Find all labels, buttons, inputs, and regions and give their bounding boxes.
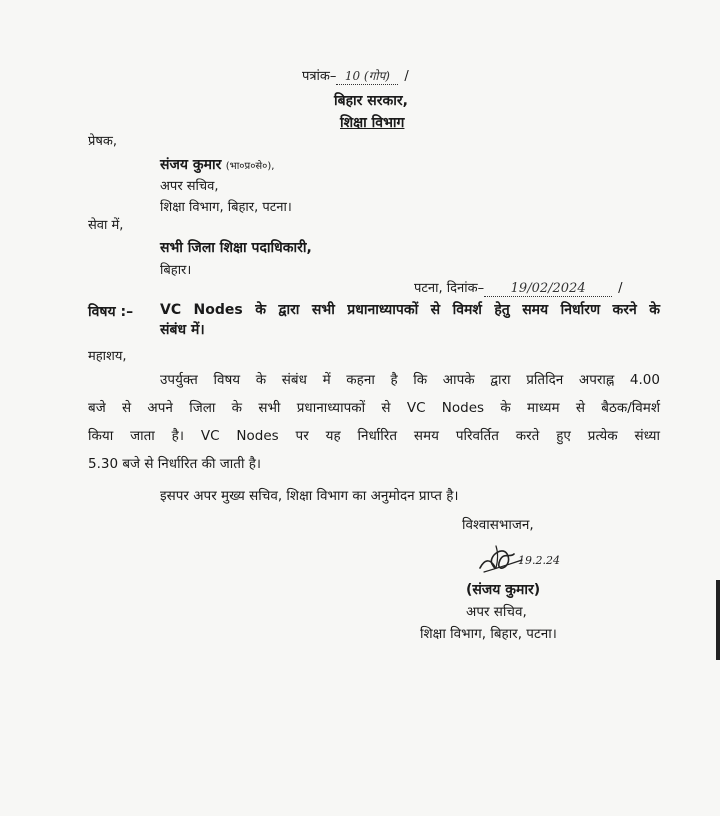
- recipient-place: बिहार।: [160, 263, 192, 278]
- date-label: पटना, दिनांक–: [414, 281, 485, 296]
- signature: [470, 538, 580, 586]
- reference-suffix: /: [404, 69, 409, 84]
- sender-designation: अपर सचिव,: [160, 179, 219, 194]
- reference-label: पत्रांक–: [302, 69, 337, 84]
- signatory-office: शिक्षा विभाग, बिहार, पटना।: [420, 626, 557, 642]
- signatory-name: (संजय कुमार): [466, 582, 541, 598]
- reference-line: [302, 66, 409, 85]
- paragraph-2: इसपर अपर मुख्य सचिव, शिक्षा विभाग का अनुमोदन प्राप्त है।: [160, 488, 459, 504]
- sender-service: (भा०प्र०से०),: [225, 161, 275, 172]
- paragraph-1-line-4: 5.30 बजे से निर्धारित की जाती है।: [88, 456, 262, 472]
- date-value: 19/02/2024: [484, 281, 612, 297]
- sender-name: संजय कुमार: [160, 157, 222, 173]
- government-title: बिहार सरकार,: [334, 93, 408, 109]
- reference-number: 10 (गोप): [336, 67, 398, 85]
- recipient-label: सेवा में,: [88, 218, 124, 233]
- subject-label: विषय :–: [88, 304, 134, 320]
- date-suffix: /: [618, 281, 623, 296]
- signatory-designation: अपर सचिव,: [466, 604, 527, 620]
- subject-line-2: संबंध में।: [160, 322, 205, 338]
- recipient-name: सभी जिला शिक्षा पदाधिकारी,: [160, 240, 312, 256]
- subject-line-1: VC Nodes के द्वारा सभी प्रधानाध्यापकों से विमर्श हेतु समय निर्धारण करने के: [160, 302, 660, 318]
- sender-office: शिक्षा विभाग, बिहार, पटना।: [160, 200, 292, 215]
- paragraph-1-line-2: बजे से अपने जिला के सभी प्रधानाध्यापकों से VC Nodes के माध्यम से बैठक/विमर्श: [88, 400, 660, 416]
- sender-label: प्रेषक,: [88, 134, 118, 149]
- paragraph-1-line-1: उपर्युक्त विषय के संबंध में कहना है कि आपके द्वारा प्रतिदिन अपराह्न 4.00: [160, 372, 660, 388]
- salutation: महाशय,: [88, 349, 127, 364]
- date-line: [414, 278, 623, 297]
- signature-date: 19.2.24: [518, 554, 560, 567]
- sender-name-line: [160, 155, 274, 174]
- page-edge: [716, 580, 720, 660]
- paragraph-1-line-3: किया जाता है। VC Nodes पर यह निर्धारित समय परिवर्तित करते हुए प्रत्येक संध्या: [88, 428, 660, 444]
- valediction: विश्वासभाजन,: [462, 517, 534, 533]
- department-title: शिक्षा विभाग: [340, 115, 405, 131]
